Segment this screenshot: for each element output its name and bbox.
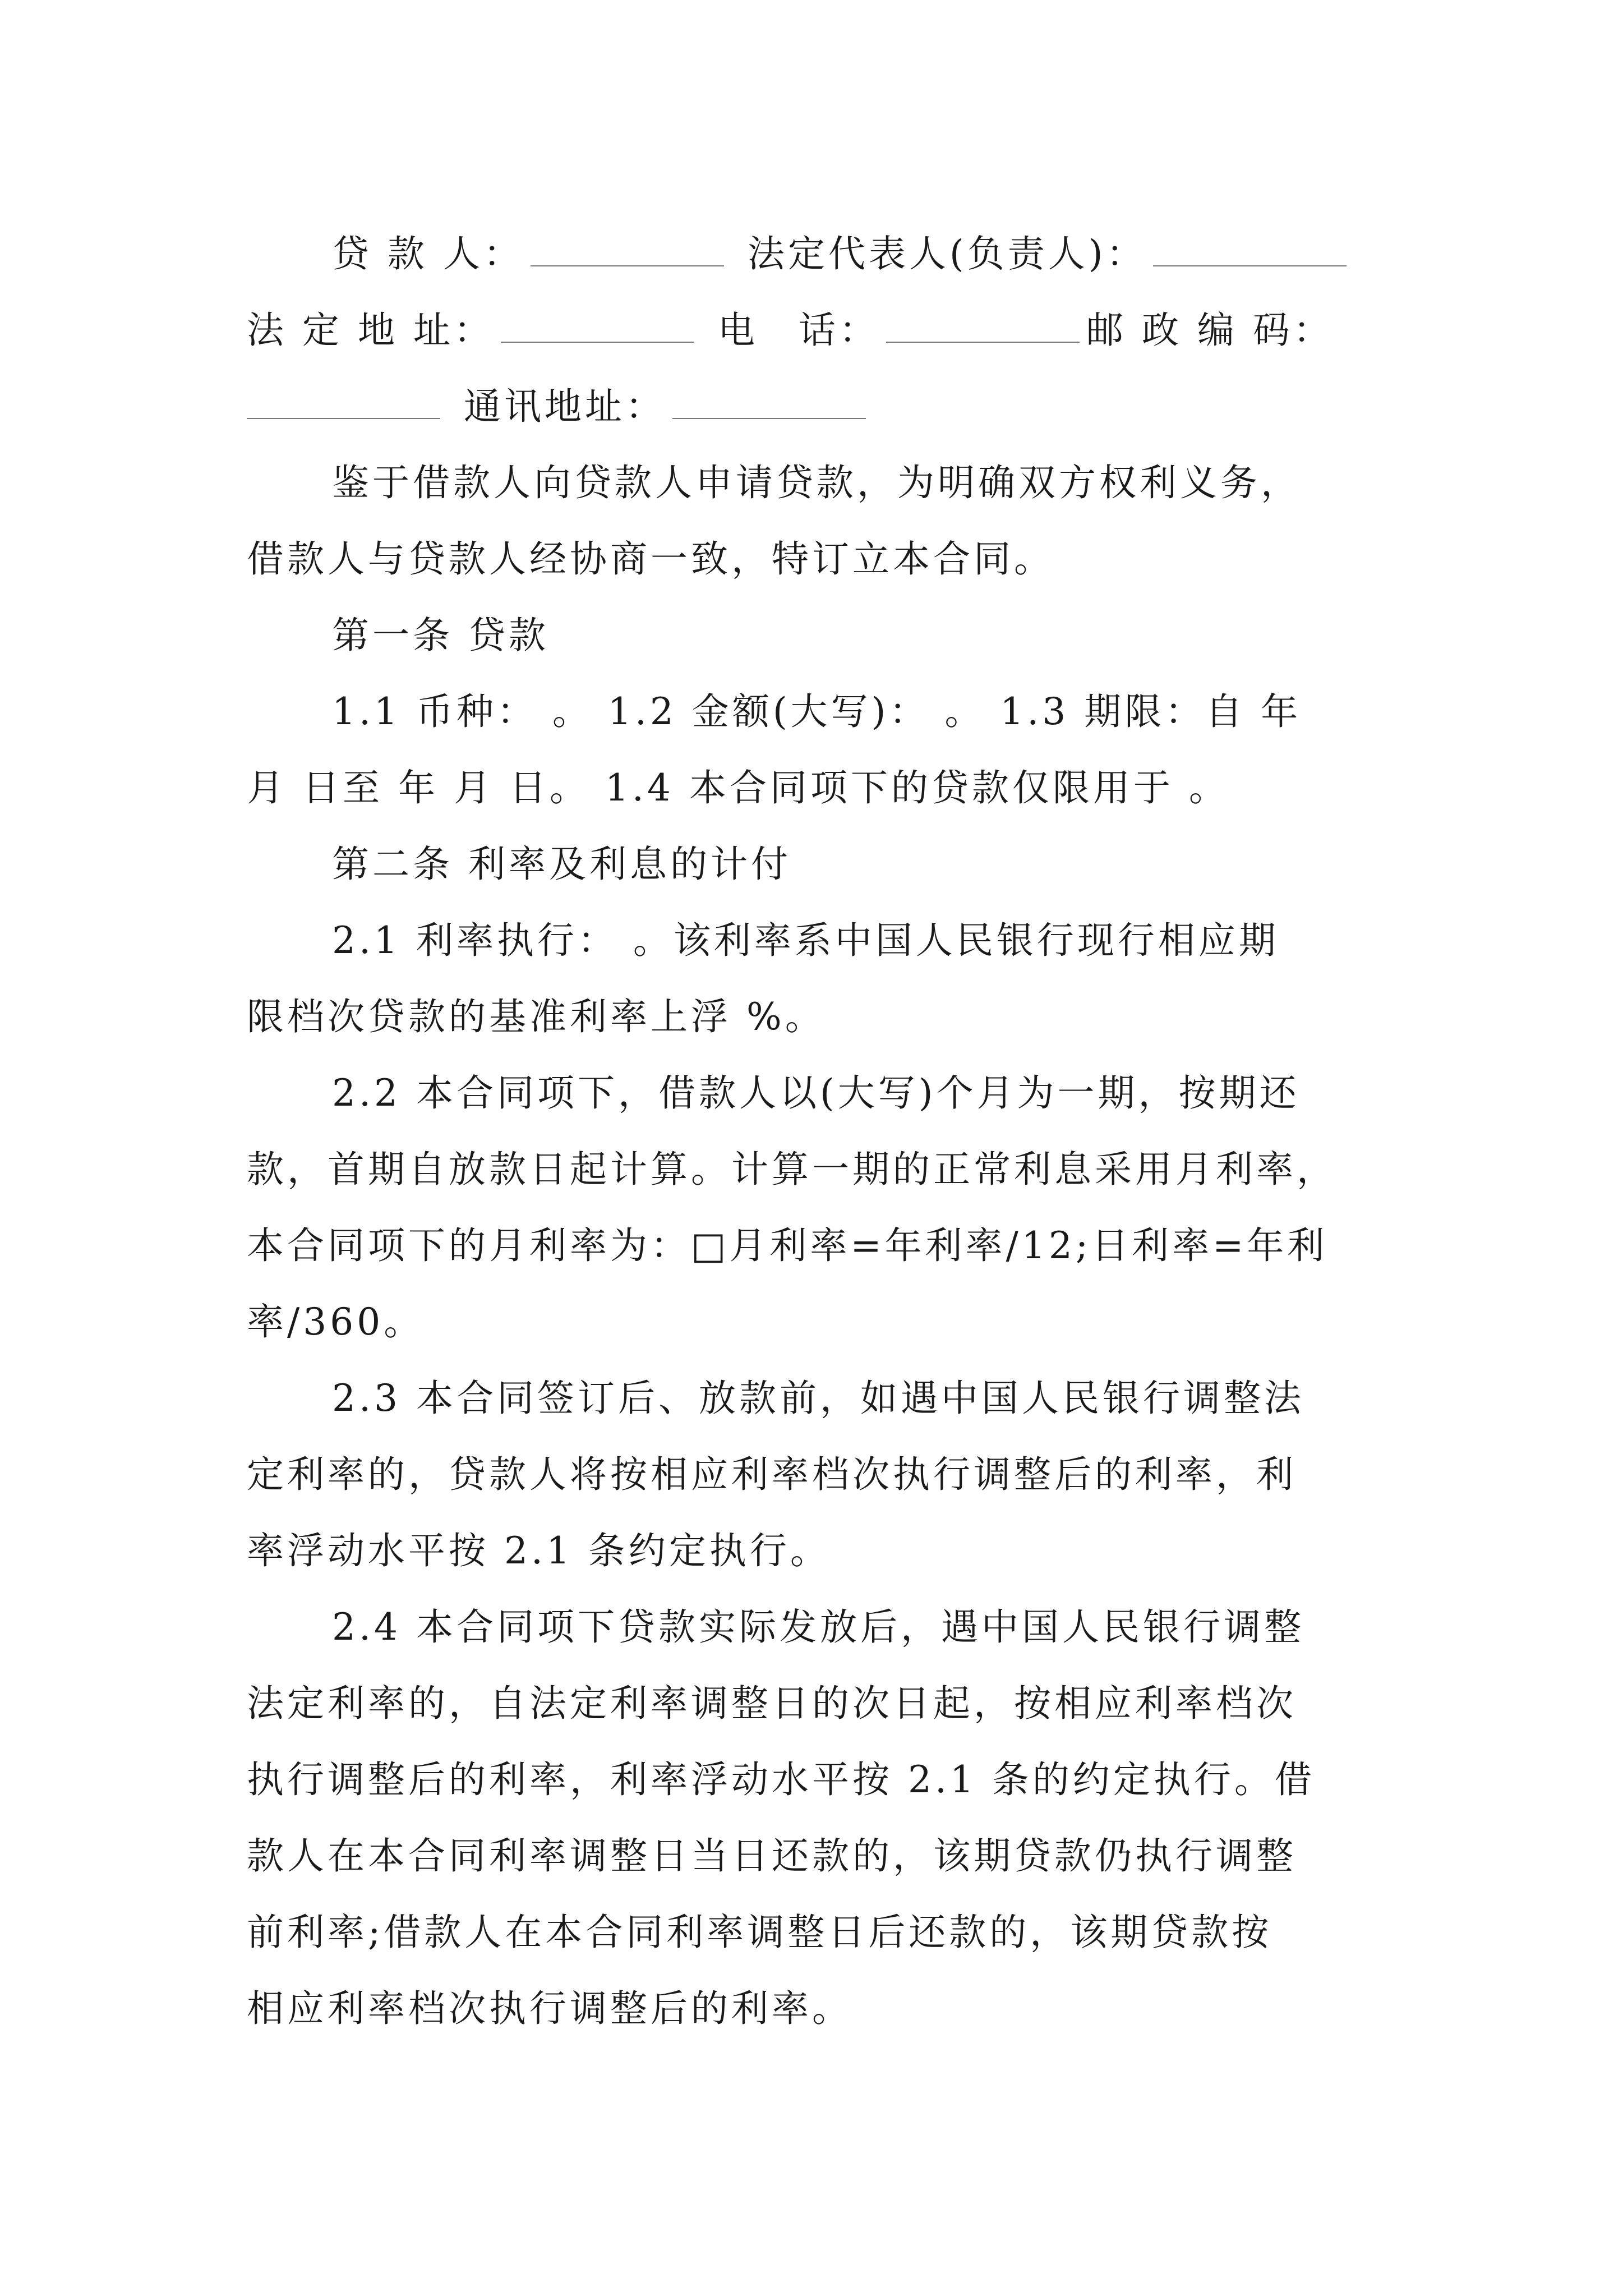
clause-2-2-line-4: 率/360。 [247, 1300, 425, 1343]
intro-line-1: 鉴于借款人向贷款人申请贷款，为明确双方权利义务， [332, 461, 1301, 504]
mailing-address-label: 通讯地址： [464, 385, 666, 428]
lender-blank [531, 259, 724, 266]
article-1-line-2: 月 日至 年 月 日。 1.4 本合同项下的贷款仅限用于 。 [247, 766, 1229, 809]
clause-2-4-line-1: 2.4 本合同项下贷款实际发放后，遇中国人民银行调整 [332, 1605, 1304, 1649]
phone-blank [886, 335, 1080, 343]
clause-2-2-line-3: 本合同项下的月利率为：□月利率=年利率/12;日利率=年利 [247, 1224, 1328, 1267]
clause-2-4-line-5: 前利率;借款人在本合同利率调整日后还款的，该期贷款按 [247, 1911, 1272, 1954]
postcode-blank [247, 411, 440, 419]
clause-2-1-line-1: 2.1 利率执行： 。该利率系中国人民银行现行相应期 [332, 919, 1279, 962]
postcode-label: 邮 政 编 码： [1086, 309, 1334, 352]
clause-2-3-line-2: 定利率的，贷款人将按相应利率档次执行调整后的利率，利 [247, 1453, 1297, 1496]
mailing-address-blank [672, 411, 866, 419]
clause-2-4-line-3: 执行调整后的利率，利率浮动水平按 2.1 条的约定执行。借 [247, 1758, 1315, 1801]
phone-label: 电 话： [717, 309, 879, 352]
article-2-title: 第二条 利率及利息的计付 [332, 843, 791, 886]
intro-line-2: 借款人与贷款人经协商一致，特订立本合同。 [247, 537, 1054, 581]
clause-2-3-line-3: 率浮动水平按 2.1 条约定执行。 [247, 1529, 831, 1572]
clause-2-4-line-4: 款人在本合同利率调整日当日还款的，该期贷款仍执行调整 [247, 1834, 1297, 1878]
clause-2-2-line-1: 2.2 本合同项下，借款人以(大写)个月为一期，按期还 [332, 1071, 1300, 1115]
lender-field-row [247, 216, 1380, 292]
legal-rep-label: 法定代表人(负责人)： [747, 232, 1147, 275]
legal-address-label: 法 定 地 址： [247, 309, 494, 352]
address-field-row [247, 292, 1380, 369]
legal-rep-blank [1153, 259, 1347, 266]
clause-2-1-line-2: 限档次贷款的基准利率上浮 %。 [247, 995, 826, 1038]
contract-body [247, 216, 1380, 2047]
clause-2-4-line-6: 相应利率档次执行调整后的利率。 [247, 1987, 852, 2030]
clause-2-3-line-1: 2.3 本合同签订后、放款前，如遇中国人民银行调整法 [332, 1377, 1304, 1420]
clause-2-4-line-2: 法定利率的，自法定利率调整日的次日起，按相应利率档次 [247, 1682, 1297, 1725]
legal-address-blank [501, 335, 694, 343]
clause-2-2-line-2: 款，首期自放款日起计算。计算一期的正常利息采用月利率， [247, 1148, 1337, 1191]
article-1-line-1: 1.1 币种： 。 1.2 金额(大写)： 。 1.3 期限：自 年 [332, 690, 1302, 733]
article-1-title: 第一条 贷款 [332, 614, 549, 657]
lender-label: 贷 款 人： [332, 232, 524, 275]
mailing-field-row [247, 369, 1380, 445]
